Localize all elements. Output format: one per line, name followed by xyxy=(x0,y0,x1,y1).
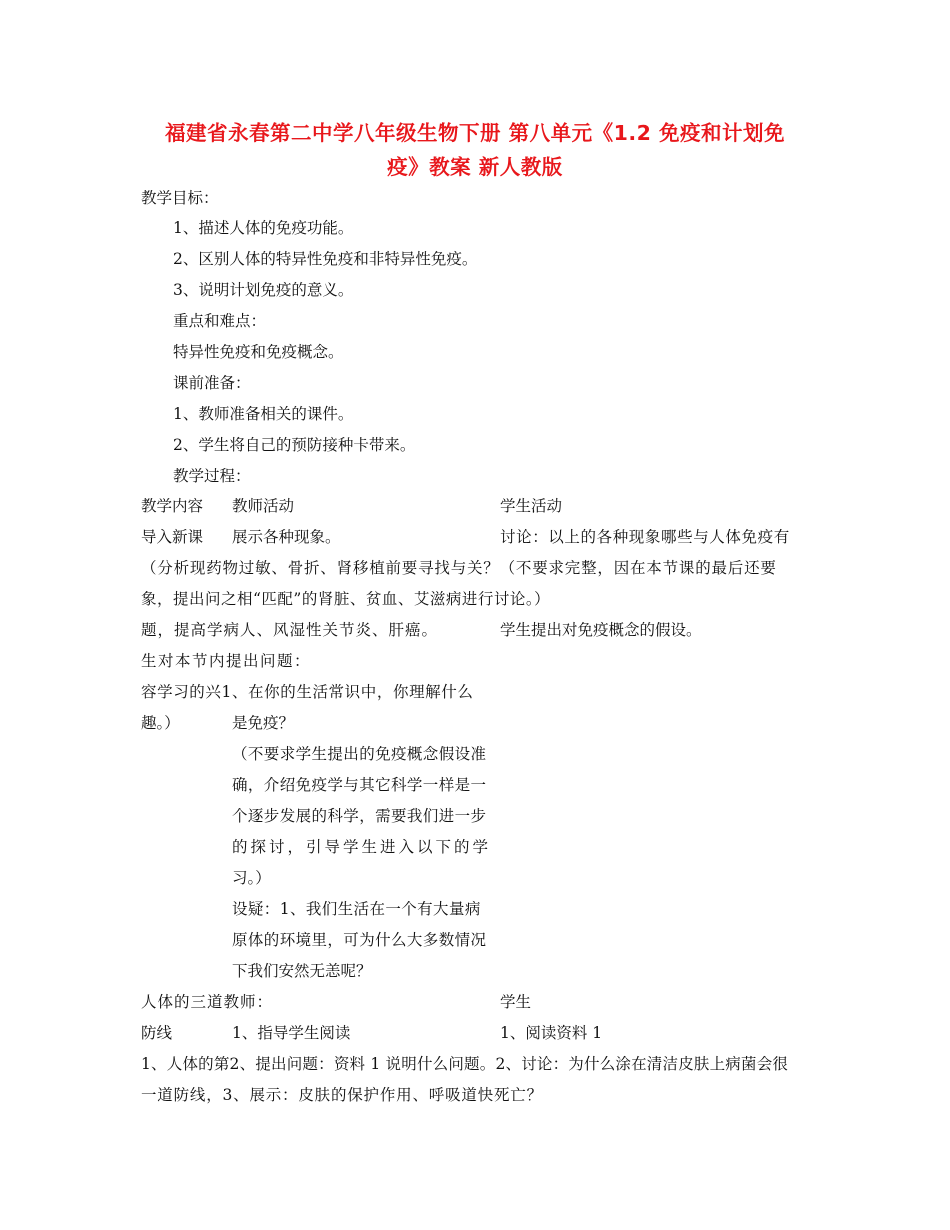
teacher-note-line: 原体的环境里，可为什么大多数情况 xyxy=(232,931,487,949)
prep-item: 1、教师准备相关的课件。 xyxy=(173,405,354,423)
table-merged-line: 1、人体的第2、提出问题：资料 1 说明什么问题。2、讨论：为什么涂在清洁皮肤上病菌会很 xyxy=(141,1055,789,1073)
table-header-content: 教学内容 xyxy=(141,497,204,515)
process-heading: 教学过程： xyxy=(173,467,251,485)
table-cell-content: 趣。） xyxy=(141,714,180,732)
table-cell-student: 讨论：以上的各种现象哪些与人体免疫有 xyxy=(500,528,790,546)
teacher-note-line: 设疑：1、我们生活在一个有大量病 xyxy=(232,900,481,918)
key-points-text: 特异性免疫和免疫概念。 xyxy=(173,343,344,361)
teacher-note-line: （不要求学生提出的免疫概念假设准 xyxy=(232,745,487,763)
table-cell-teacher: 是免疫？ xyxy=(232,714,295,732)
teacher-note-line: 确，介绍免疫学与其它科学一样是一 xyxy=(232,776,487,794)
table-cell-content: 导入新课 xyxy=(141,528,204,546)
table-merged-line: 一道防线，3、展示：皮肤的保护作用、呼吸道快死亡？ xyxy=(141,1086,543,1104)
table-merged-line: 人体的三道教师： xyxy=(141,993,274,1011)
teacher-note-line: 习。） xyxy=(232,869,271,887)
objective-item: 2、区别人体的特异性免疫和非特异性免疫。 xyxy=(173,250,478,268)
table-cell-student: 1、阅读资料 1 xyxy=(500,1024,603,1042)
teacher-note-line: 的探讨，引导学生进入以下的学 xyxy=(232,838,492,856)
prep-heading: 课前准备： xyxy=(173,374,251,392)
table-header-student: 学生活动 xyxy=(500,497,563,515)
table-merged-line: 生对本节内提出问题： xyxy=(141,652,312,670)
document-title-line-1: 福建省永春第二中学八年级生物下册 第八单元《1.2 免疫和计划免 xyxy=(164,121,786,145)
key-points-heading: 重点和难点： xyxy=(173,312,267,330)
objectives-heading: 教学目标： xyxy=(141,189,219,207)
prep-item: 2、学生将自己的预防接种卡带来。 xyxy=(173,436,416,454)
objective-item: 3、说明计划免疫的意义。 xyxy=(173,281,354,299)
table-merged-line: 象，提出问之相“匹配”的肾脏、贫血、艾滋病进行讨论。） xyxy=(141,590,551,608)
table-cell-student: 学生提出对免疫概念的假设。 xyxy=(500,621,702,639)
table-merged-line: （分析现药物过敏、骨折、肾移植前要寻找与关？（不要求完整，因在本节课的最后还要 xyxy=(141,559,777,577)
document-title-line-2: 疫》教案 新人教版 xyxy=(387,155,563,179)
objective-item: 1、描述人体的免疫功能。 xyxy=(173,219,354,237)
table-merged-line: 题，提高学病人、风湿性关节炎、肝癌。 xyxy=(141,621,439,639)
table-cell-teacher: 展示各种现象。 xyxy=(232,528,341,546)
table-merged-line: 容学习的兴1、在你的生活常识中，你理解什么 xyxy=(141,683,474,701)
table-header-teacher: 教师活动 xyxy=(232,497,295,515)
table-cell-content: 防线 xyxy=(141,1024,173,1042)
teacher-note-line: 个逐步发展的科学，需要我们进一步 xyxy=(232,807,487,825)
table-cell-student: 学生 xyxy=(500,993,532,1011)
teacher-note-line: 下我们安然无恙呢？ xyxy=(232,962,372,980)
table-cell-teacher: 1、指导学生阅读 xyxy=(232,1024,351,1042)
